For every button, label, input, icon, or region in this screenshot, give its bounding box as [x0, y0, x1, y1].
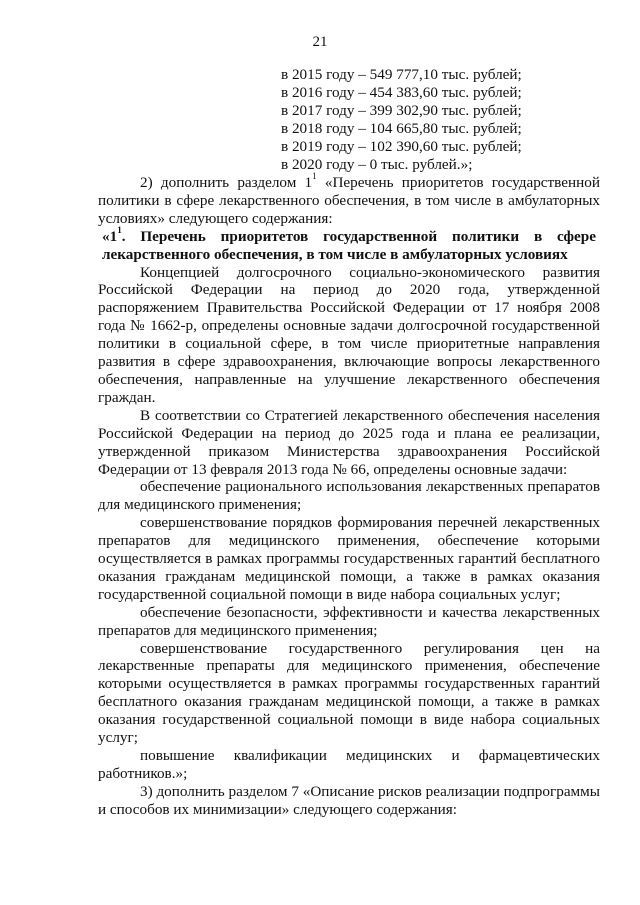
- paragraph-strategy: В соответствии со Стратегией лекарственного обеспечения населения Российской Федерации на период до 2025 года и плана ее реализации, утвержденной приказом Министерства здравоохранения Российской Федерации от 13 февраля 2013 года № 66, определены основные задачи:: [98, 406, 600, 478]
- amount-line: в 2020 году – 0 тыс. рублей.»;: [281, 155, 473, 173]
- section-heading-text: . Перечень приоритетов государственной политики в сфере лекарственного обеспечения, в том числе в амбулаторных условиях: [102, 227, 596, 263]
- document-body: [98, 170, 600, 819]
- task-item: обеспечение безопасности, эффективности и качества лекарственных препаратов для медицинского применения;: [98, 603, 600, 639]
- task-item: совершенствование государственного регулирования цен на лекарственные препараты для медицинского применения, обеспечение которыми осуществляется в рамках программы государственных гарантий бесплатного оказания гражданам медицинской помощи, а также в рамках оказания государственной социальной помощи в виде набора социальных услуг;: [98, 639, 600, 747]
- paragraph-concept: Концепцией долгосрочного социально-экономического развития Российской Федерации на период до 2020 года, утвержденной распоряжением Правительства Российской Федерации от 17 ноября 2008 года № 1662-р, определены основные задачи долгосрочной государственной политики в социальной сфере, в том числе приоритетные направления развития в сфере здравоохранения, включающие вопросы лекарственного обеспечения, направленные на улучшение лекарственного обеспечения граждан.: [98, 263, 600, 406]
- amount-line: в 2015 году – 549 777,10 тыс. рублей;: [281, 66, 522, 83]
- section-superscript: 1: [312, 170, 317, 181]
- amount-line: в 2018 году – 104 665,80 тыс. рублей;: [281, 119, 522, 137]
- task-item: повышение квалификации медицинских и фармацевтических работников.»;: [98, 747, 600, 782]
- item-2-text-start: 2) дополнить разделом 1: [140, 174, 313, 191]
- item-3-paragraph: 3) дополнить разделом 7 «Описание рисков реализации подпрограммы и способов их минимизации» следующего содержания:: [98, 782, 600, 818]
- amount-line: в 2017 году – 399 302,90 тыс. рублей;: [281, 101, 522, 119]
- item-2-text-end: «Перечень приоритетов государственной политики в сфере лекарственного обеспечения, в том числе в амбулаторных условиях» следующего содержания:: [98, 174, 600, 227]
- section-heading: [98, 224, 600, 264]
- page-number: 21: [312, 34, 328, 50]
- item-2-paragraph: [98, 170, 600, 228]
- task-item: обеспечение рационального использования лекарственных препаратов для медицинского применения;: [98, 478, 600, 514]
- task-item: совершенствование порядков формирования перечней лекарственных препаратов для медицинского применения, обеспечение которыми осуществляется в рамках программы государственных гарантий бесплатного оказания гражданам медицинской помощи, а также в рамках оказания государственной социальной помощи в виде набора социальных услуг;: [98, 514, 600, 603]
- section-heading-start: «1: [102, 227, 118, 245]
- amount-line: в 2019 году – 102 390,60 тыс. рублей;: [281, 137, 522, 155]
- section-heading-superscript: 1: [117, 224, 122, 235]
- funding-amounts-list: [281, 66, 601, 173]
- amount-line: в 2016 году – 454 383,60 тыс. рублей;: [281, 83, 522, 101]
